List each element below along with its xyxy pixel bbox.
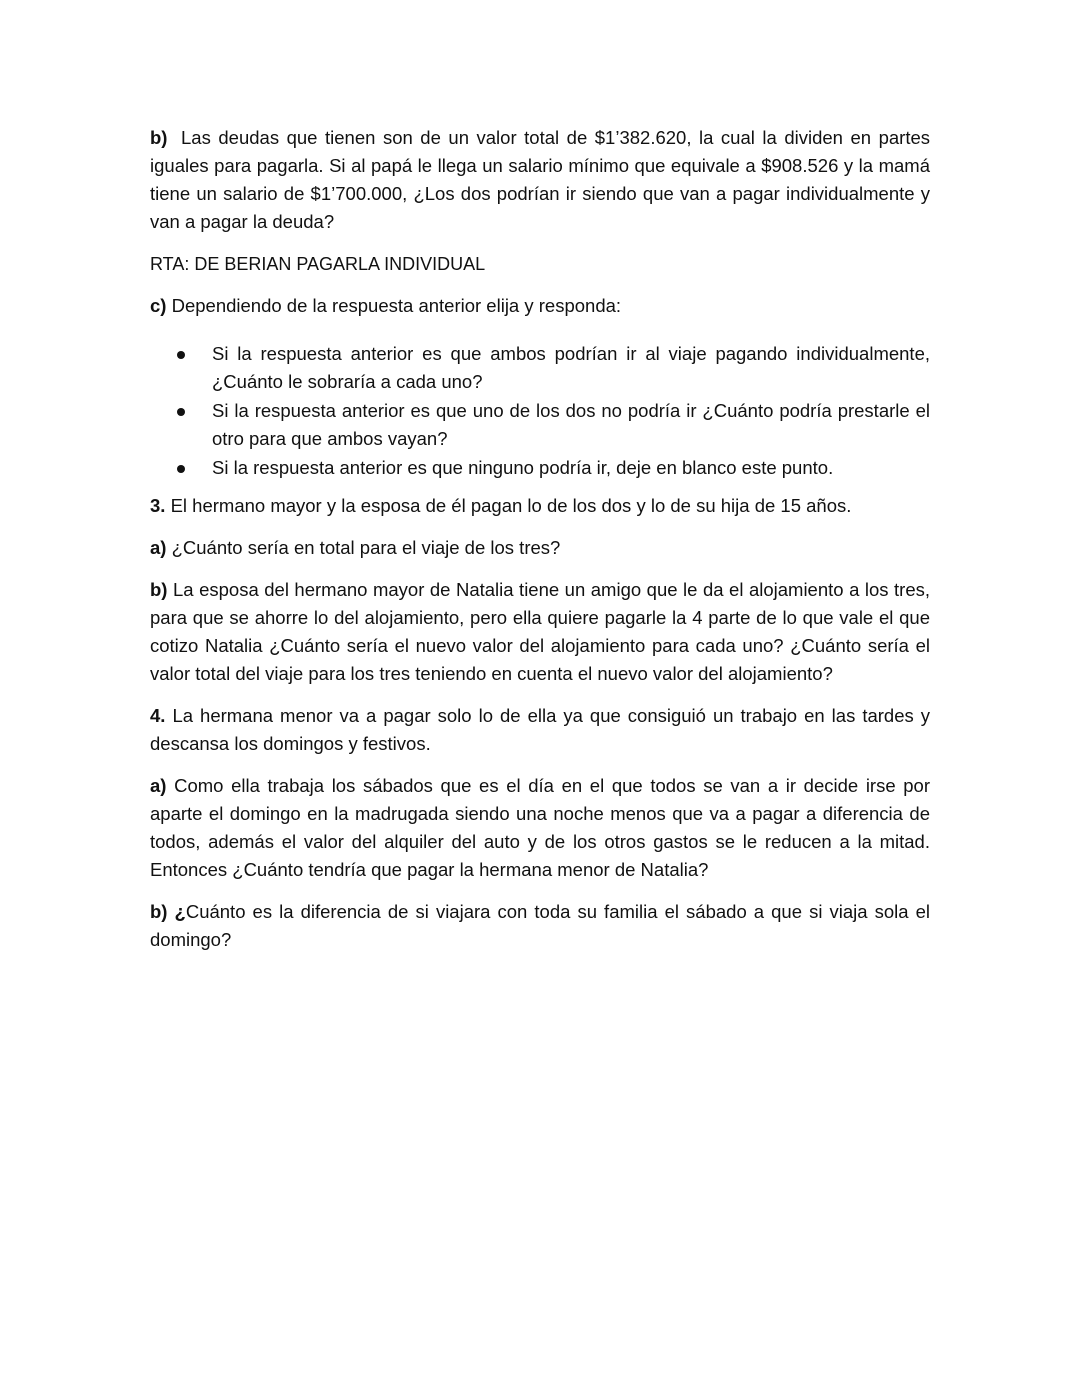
question-3b-label: b)	[150, 579, 168, 600]
question-4	[150, 702, 930, 758]
list-item-text: Si la respuesta anterior es que uno de los dos no podría ir ¿Cuánto podría prestarle el otro para que ambos vayan?	[212, 400, 930, 449]
question-3a-text: ¿Cuánto sería en total para el viaje de los tres?	[171, 537, 561, 558]
question-4-label: 4.	[150, 705, 166, 726]
list-item	[212, 454, 930, 482]
question-2b-text: Las deudas que tienen son de un valor total de $1’382.620, la cual la dividen en partes iguales para pagarla. Si al papá le llega un salario mínimo que equivale a $908.526 y la mamá tiene un salario de $1’700.000, ¿Los dos podrían ir siendo que van a pagar individualmente y van a pagar la deuda?	[150, 127, 931, 232]
list-item	[212, 340, 930, 396]
question-2c-label: c)	[150, 295, 167, 316]
question-4a-label: a)	[150, 775, 167, 796]
question-3a	[150, 534, 930, 562]
bullet-icon	[177, 465, 185, 473]
question-2b-label: b)	[150, 127, 168, 148]
question-4b	[150, 898, 930, 954]
list-item-text: Si la respuesta anterior es que ninguno podría ir, deje en blanco este punto.	[212, 457, 834, 478]
question-4a	[150, 772, 930, 884]
question-4-text: La hermana menor va a pagar solo lo de ella ya que consiguió un trabajo en las tardes y descansa los domingos y festivos.	[150, 705, 931, 754]
list-item	[212, 397, 930, 453]
document-page	[150, 124, 930, 968]
options-list	[150, 340, 930, 482]
question-2c	[150, 292, 930, 320]
question-4a-text: Como ella trabaja los sábados que es el día en el que todos se van a ir decide irse por aparte el domingo en la madrugada siendo una noche menos que va a pagar a diferencia de todos, además el valor del alquiler del auto y de los otros gastos se le reducen a la mitad. Entonces ¿Cuánto tendría que pagar la hermana menor de Natalia?	[150, 775, 931, 880]
answer-2b-text: RTA: DE BERIAN PAGARLA INDIVIDUAL	[150, 254, 486, 274]
answer-2b	[150, 250, 930, 278]
question-3-label: 3.	[150, 495, 166, 516]
question-3b-text: La esposa del hermano mayor de Natalia tiene un amigo que le da el alojamiento a los tres, para que se ahorre lo del alojamiento, pero ella quiere pagarle la 4 parte de lo que vale el que cotizo Natalia ¿Cuánto sería el nuevo valor del alojamiento para cada uno? ¿Cuánto sería el valor total del viaje para los tres teniendo en cuenta el nuevo valor del alojamiento?	[150, 579, 931, 684]
question-2c-text: Dependiendo de la respuesta anterior elija y responda:	[171, 295, 622, 316]
question-3a-label: a)	[150, 537, 167, 558]
question-3-text: El hermano mayor y la esposa de él pagan lo de los dos y lo de su hija de 15 años.	[170, 495, 852, 516]
question-2b	[150, 124, 930, 236]
question-4b-label: b) ¿	[150, 901, 186, 922]
question-3b	[150, 576, 930, 688]
bullet-icon	[177, 408, 185, 416]
question-4b-text: Cuánto es la diferencia de si viajara con toda su familia el sábado a que si viaja sola el domingo?	[150, 901, 930, 950]
question-3	[150, 492, 930, 520]
bullet-icon	[177, 351, 185, 359]
list-item-text: Si la respuesta anterior es que ambos podrían ir al viaje pagando individualmente, ¿Cuánto le sobraría a cada uno?	[212, 343, 930, 392]
